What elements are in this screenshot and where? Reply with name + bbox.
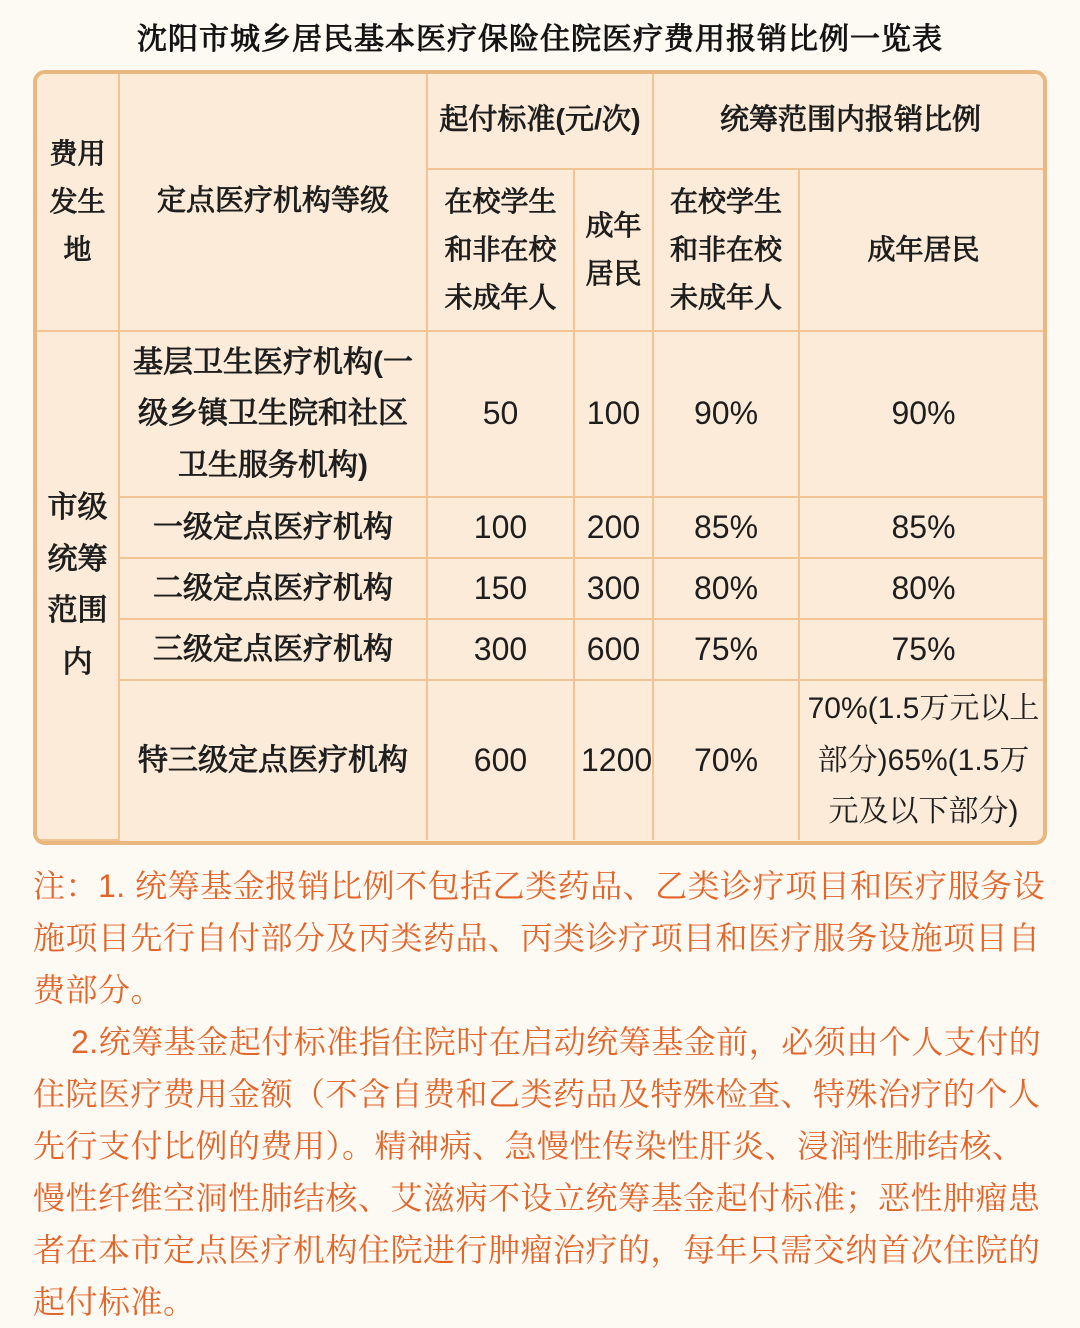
page-title: 沈阳市城乡居民基本医疗保险住院医疗费用报销比例一览表 xyxy=(137,23,943,56)
table-row xyxy=(37,497,1047,558)
cell-deductible-adults: 1200 xyxy=(574,680,653,840)
header-institution-level: 定点医疗机构等级 xyxy=(119,74,427,331)
cell-institution: 特三级定点医疗机构 xyxy=(119,680,427,840)
cell-deductible-students: 300 xyxy=(427,619,574,680)
reimbursement-table xyxy=(37,74,1047,841)
table-row xyxy=(37,331,1047,497)
cell-institution: 二级定点医疗机构 xyxy=(119,558,427,619)
cell-deductible-students: 600 xyxy=(427,680,574,840)
cell-deductible-adults: 600 xyxy=(574,619,653,680)
cell-deductible-adults: 200 xyxy=(574,497,653,558)
cell-ratio-students: 85% xyxy=(653,497,799,558)
table-row xyxy=(37,558,1047,619)
header-deductible-adults: 成年居民 xyxy=(574,169,653,331)
header-group-deductible: 起付标准(元/次) xyxy=(427,74,653,169)
cell-deductible-adults: 300 xyxy=(574,558,653,619)
cell-institution: 基层卫生医疗机构(一级乡镇卫生院和社区卫生服务机构) xyxy=(119,331,427,497)
cell-deductible-adults: 100 xyxy=(574,331,653,497)
cell-deductible-students: 50 xyxy=(427,331,574,497)
footnote-1: 注：1. 统筹基金报销比例不包括乙类药品、乙类诊疗项目和医疗服务设施项目先行自付部分及丙类药品、丙类诊疗项目和医疗服务设施项目自费部分。 xyxy=(33,867,1046,1008)
cell-location-scope: 市级统筹范围内 xyxy=(37,331,119,840)
cell-deductible-students: 150 xyxy=(427,558,574,619)
cell-ratio-students: 70% xyxy=(653,680,799,840)
cell-institution: 一级定点医疗机构 xyxy=(119,497,427,558)
cell-ratio-adults: 80% xyxy=(799,558,1047,619)
header-group-reimbursement-ratio: 统筹范围内报销比例 xyxy=(653,74,1047,169)
cell-ratio-students: 90% xyxy=(653,331,799,497)
cell-ratio-adults: 70%(1.5万元以上部分)65%(1.5万元及以下部分) xyxy=(799,680,1047,840)
cell-ratio-students: 80% xyxy=(653,558,799,619)
header-ratio-adults: 成年居民 xyxy=(799,169,1047,331)
header-ratio-students: 在校学生和非在校未成年人 xyxy=(653,169,799,331)
cell-deductible-students: 100 xyxy=(427,497,574,558)
reimbursement-table-wrapper xyxy=(33,70,1047,845)
cell-ratio-adults: 85% xyxy=(799,497,1047,558)
cell-institution: 三级定点医疗机构 xyxy=(119,619,427,680)
header-deductible-students: 在校学生和非在校未成年人 xyxy=(427,169,574,331)
cell-ratio-students: 75% xyxy=(653,619,799,680)
header-expense-location: 费用发生地 xyxy=(37,74,119,331)
table-row xyxy=(37,680,1047,840)
table-row xyxy=(37,619,1047,680)
footnote-2: 2.统筹基金起付标准指住院时在启动统筹基金前，必须由个人支付的住院医疗费用金额（不含自费和乙类药品及特殊检查、特殊治疗的个人先行支付比例的费用）。精神病、急慢性传染性肝炎、浸润性肺结核、慢性纤维空洞性肺结核、艾滋病不设立统筹基金起付标准；恶性肿瘤患者在本市定点医疗机构住院进行肿瘤治疗的，每年只需交纳首次住院的起付标准。 xyxy=(33,1023,1042,1320)
cell-ratio-adults: 75% xyxy=(799,619,1047,680)
footnotes xyxy=(33,860,1047,1328)
cell-ratio-adults: 90% xyxy=(799,331,1047,497)
